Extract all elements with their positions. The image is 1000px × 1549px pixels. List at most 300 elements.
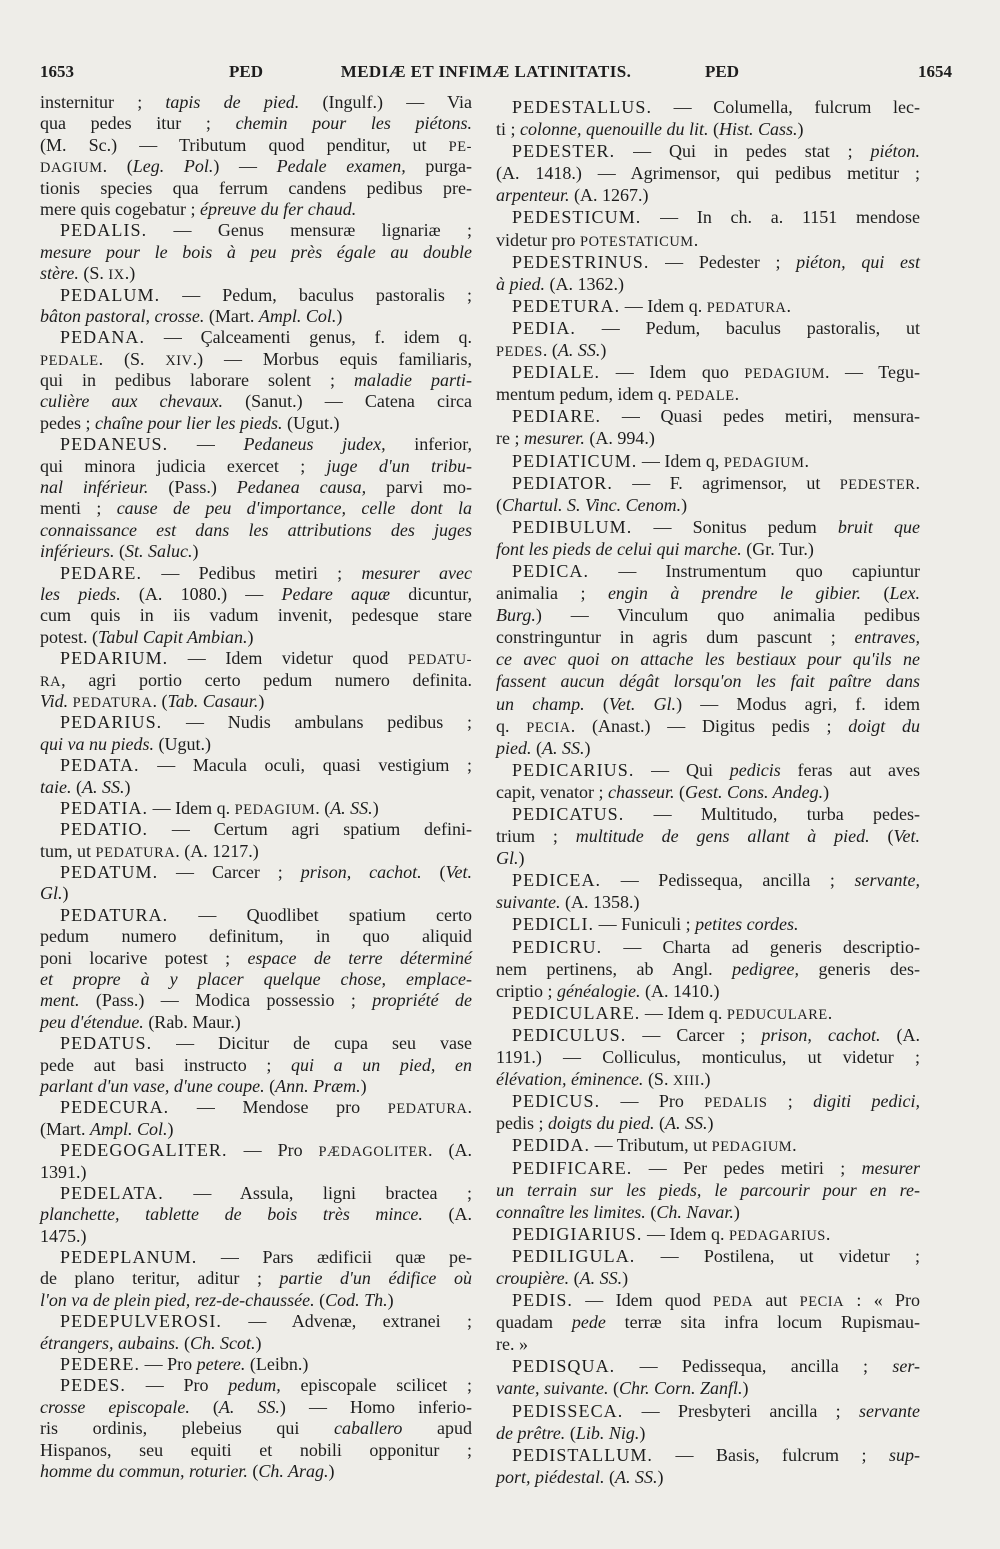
text-run: — Nudis ambulans pedibus ; — [162, 712, 472, 733]
text-run: . — [915, 472, 920, 493]
entry-line — [496, 936, 920, 958]
text-run: — Funiculi ; — [594, 914, 696, 935]
entry-line — [40, 627, 472, 648]
entry-line — [496, 140, 920, 162]
italic-text: connaissance est dans les attributions des juges — [40, 519, 472, 540]
headword: PEDETURA. — [512, 295, 621, 316]
dictionary-entry — [496, 1134, 920, 1156]
dictionary-entry — [40, 1183, 472, 1247]
text-run: ) — [823, 781, 830, 802]
italic-text: crosse episcopale. — [40, 1396, 190, 1417]
italic-text: étrangers, aubains. — [40, 1332, 180, 1353]
running-title: MEDIÆ ET INFIMÆ LATINITATIS. — [340, 62, 632, 81]
text-run: — Idem videtur quod — [168, 648, 408, 669]
italic-text: piéton. — [870, 141, 920, 162]
entry-line — [40, 798, 472, 819]
headword: PEDELATA. — [60, 1182, 164, 1203]
entry-line — [496, 339, 920, 361]
italic-text: servante — [859, 1400, 920, 1421]
small-caps-text: RA — [40, 673, 62, 690]
text-run: . — [786, 295, 791, 316]
small-caps-text: PEDES — [496, 344, 543, 361]
text-run: ) — [600, 340, 607, 361]
headword: PEDISQUA. — [512, 1356, 616, 1377]
italic-text: digiti pedici, — [813, 1091, 920, 1112]
headword: PEDICLI. — [512, 914, 595, 935]
headword: PEDICARIUS. — [512, 759, 635, 780]
text-run: ) — [742, 1378, 749, 1399]
headword: PEDANA. — [60, 327, 146, 348]
text-run: mentum pedum, idem q. — [496, 384, 676, 405]
italic-text: piéton, qui est — [796, 251, 920, 272]
entry-line — [40, 349, 472, 370]
entry-line — [40, 92, 472, 113]
italic-text: Vet. — [893, 826, 921, 847]
italic-text: qui a un pied, en — [291, 1054, 472, 1075]
italic-text: arpenteur. — [496, 185, 570, 206]
entry-line — [496, 184, 920, 206]
entry-line — [40, 948, 472, 969]
dictionary-entry — [496, 560, 920, 759]
entry-line — [496, 648, 920, 670]
italic-text: Ampl. Col. — [89, 1118, 168, 1139]
entry-line — [40, 434, 472, 455]
entry-line — [40, 413, 472, 434]
text-run: ) — [622, 1267, 629, 1288]
dictionary-entry — [496, 1024, 920, 1090]
dictionary-entry — [40, 1375, 472, 1482]
text-run: 1475.) — [40, 1225, 87, 1246]
text-run: — Instrumentum quo capiuntur — [589, 560, 920, 581]
entry-line — [40, 883, 472, 904]
text-run: (Pass.) — Modica possessio ; — [79, 990, 373, 1011]
entry-line — [496, 626, 920, 648]
italic-text: connaître les limites. — [496, 1201, 646, 1222]
italic-text: et propre à y placer quelque chose, emplace- — [40, 969, 472, 990]
italic-text: généalogie. — [557, 980, 641, 1001]
text-run: generis des- — [798, 958, 921, 979]
small-caps-text: PEDAGIUM — [723, 454, 805, 471]
entry-line — [40, 199, 472, 220]
small-caps-text: PEDATURA — [95, 844, 176, 861]
entry-line — [40, 1226, 472, 1247]
italic-text: mesurer. — [523, 428, 585, 449]
entry-line — [40, 1012, 472, 1033]
dictionary-entry — [496, 1245, 920, 1289]
italic-text: doigt du — [848, 715, 920, 736]
italic-text: Ch. Navar. — [656, 1201, 734, 1222]
text-run: — F. agrimensor, ut — [612, 472, 840, 493]
text-run: ) — [681, 494, 688, 515]
dictionary-entry — [496, 251, 920, 295]
text-run: — Genus mensuræ lignariæ ; — [147, 220, 472, 241]
entry-line — [496, 1245, 920, 1267]
text-run: — Mendose pro — [169, 1097, 388, 1118]
entry-line — [40, 712, 472, 733]
italic-text: pede — [571, 1312, 606, 1333]
headword: PEDICRU. — [512, 936, 603, 957]
entry-line — [40, 306, 472, 327]
text-run: purga- — [405, 156, 472, 177]
entry-line — [40, 1461, 472, 1482]
italic-text: A. SS. — [218, 1396, 280, 1417]
dictionary-entry — [496, 1223, 920, 1245]
entry-line — [40, 285, 472, 306]
entry-line — [496, 450, 920, 472]
entry-line — [496, 737, 920, 759]
entry-line — [40, 1076, 472, 1097]
dictionary-entry — [40, 905, 472, 1033]
italic-text: chaîne pour lier les pieds. — [94, 412, 283, 433]
dictionary-entry — [496, 1090, 920, 1134]
entry-line — [496, 1024, 920, 1046]
text-run: . (Anast.) — Digitus pedis ; — [570, 715, 849, 736]
italic-text: mesurer avec — [361, 562, 473, 583]
text-run: ) — [372, 797, 379, 818]
text-run: (A. 1267.) — [569, 185, 649, 206]
text-run: ) — [336, 305, 343, 326]
text-run: capit, venator ; — [496, 781, 608, 802]
text-run: . (S. — [98, 348, 166, 369]
text-run: — Idem q. — [642, 1223, 729, 1244]
text-run: (A. 1358.) — [560, 892, 640, 913]
text-run: qua pedes itur ; — [40, 113, 236, 134]
entry-line — [40, 926, 472, 947]
italic-text: Vet. Gl. — [608, 693, 677, 714]
text-run: — Carcer ; — [158, 862, 301, 883]
text-run: quadam — [496, 1312, 572, 1333]
text-run: insternitur ; — [40, 92, 166, 112]
text-run: episcopale scilicet ; — [280, 1375, 472, 1396]
italic-text: qui va nu pieds. — [40, 733, 154, 754]
small-caps-text: PEDUCULARE — [726, 1006, 828, 1023]
headword: PEDIBULUM. — [512, 516, 633, 537]
text-run: . — [825, 1223, 831, 1244]
text-run: — — [168, 434, 244, 455]
text-run: — Pro — [600, 1091, 705, 1112]
text-run: . ( — [102, 156, 133, 177]
text-run: — Sonitus pedum — [632, 516, 838, 537]
italic-text: Tabul Capit Ambian. — [98, 626, 248, 647]
small-caps-text: XIII — [672, 1073, 701, 1090]
entry-line — [40, 584, 472, 605]
entry-line — [40, 242, 472, 263]
headword: PEDESTALLUS. — [512, 97, 653, 117]
text-run: 1191.) — Colliculus, monticulus, ut videtur ; — [496, 1047, 920, 1068]
text-run: ) — [328, 1461, 335, 1481]
text-run: ) — [258, 690, 265, 711]
italic-text: les pieds. — [40, 583, 121, 604]
italic-text: A. SS. — [82, 776, 125, 797]
entry-line — [496, 1355, 920, 1377]
text-run: — Multitudo, turba pedes- — [624, 804, 920, 824]
entry-line — [496, 1201, 920, 1223]
text-run: cum quis in iis vadum invenit, pedesque stare — [40, 605, 472, 626]
text-run: pedes ; — [40, 412, 95, 433]
text-run: — Pedum, baculus pastoralis ; — [160, 284, 472, 305]
italic-text: A. SS. — [579, 1267, 623, 1288]
entry-line — [496, 913, 920, 935]
dictionary-entry — [40, 285, 472, 328]
text-run: feras aut aves — [780, 759, 920, 780]
text-run: . (A. — [428, 1140, 472, 1161]
text-run: tum, ut — [40, 840, 96, 861]
continued-entry — [40, 92, 472, 220]
text-run: — Certum agri spatium defini- — [148, 819, 472, 840]
entry-line — [496, 980, 920, 1002]
text-run: ) — [657, 1466, 664, 1487]
italic-text: maladie parti- — [354, 370, 472, 391]
italic-text: Leg. Pol. — [132, 156, 214, 177]
italic-text: planchette, tablette de bois très mince. — [40, 1204, 423, 1225]
entry-line — [496, 405, 920, 427]
text-run: — Idem quo — [600, 362, 745, 383]
italic-text: Vid. — [40, 690, 69, 711]
text-run: ) — [124, 776, 131, 797]
small-caps-text: PEDATU- — [408, 652, 472, 669]
entry-line — [496, 1157, 920, 1179]
italic-text: stère. — [40, 263, 79, 284]
italic-text: Hist. Cass. — [718, 119, 798, 140]
text-run: ( — [565, 1422, 576, 1443]
text-run: ) — Vinculum quo animalia pedibus — [535, 605, 920, 626]
italic-text: Ch. Arag. — [258, 1461, 329, 1481]
text-run: . — [804, 450, 809, 471]
entry-line — [496, 670, 920, 692]
text-run: (Ugut.) — [282, 412, 340, 433]
text-run: — Pars ædificii quæ pe- — [197, 1247, 472, 1268]
entry-line — [496, 1311, 920, 1333]
headword: PEDIS. — [512, 1290, 573, 1311]
text-run: (S. — [78, 263, 109, 284]
italic-text: pedigree, — [732, 958, 799, 979]
text-run: qui in pedibus laborare solent ; — [40, 370, 354, 391]
text-run: ti ; — [496, 119, 521, 140]
text-run: ) — [518, 848, 525, 869]
entry-line — [496, 162, 920, 184]
text-run: — Idem q. — [620, 295, 707, 316]
dictionary-entry — [496, 936, 920, 1002]
entry-line — [40, 113, 472, 134]
entry-line — [496, 604, 920, 626]
italic-text: tapis de pied. — [165, 92, 300, 112]
italic-text: Ann. Præm. — [275, 1075, 361, 1096]
entry-line — [496, 1377, 920, 1399]
italic-text: petere. — [196, 1354, 246, 1375]
entry-line — [40, 734, 472, 755]
text-run: . ( — [542, 340, 558, 361]
entry-line — [40, 156, 472, 177]
text-run: ris ordinis, plebeius qui — [40, 1418, 335, 1439]
text-run: — Çalceamenti genus, f. idem q. — [145, 327, 472, 348]
headword: PEDIFICARE. — [512, 1157, 633, 1178]
text-run: ) — [707, 1113, 714, 1134]
headword: PEDICULARE. — [512, 1002, 641, 1023]
entry-line — [40, 327, 472, 348]
italic-text: entraves, — [854, 627, 920, 648]
text-run: ( — [569, 1267, 580, 1288]
text-run: — Columella, fulcrum lec- — [652, 97, 920, 117]
italic-text: Pedare aquæ — [281, 583, 391, 604]
entry-line — [496, 1422, 920, 1444]
small-caps-text: PEDAGIUM — [234, 801, 316, 818]
small-caps-text: IX — [108, 267, 125, 284]
italic-text: taie. — [40, 776, 72, 797]
italic-text: Gest. Cons. Andeg. — [684, 781, 824, 802]
italic-text: doigts du pied. — [548, 1113, 655, 1134]
text-run: (Ugut.) — [154, 733, 211, 754]
italic-text: A. SS. — [542, 737, 585, 758]
entry-line — [496, 958, 920, 980]
entry-line — [40, 691, 472, 712]
headword: PEDEGOGALITER. — [60, 1140, 228, 1161]
text-run: videtur pro — [496, 229, 580, 250]
entry-line — [496, 693, 920, 715]
italic-text: ment. — [40, 990, 80, 1011]
text-run: ( — [604, 1466, 615, 1487]
small-caps-text: PÆDAGOLITER — [318, 1144, 429, 1161]
entry-line — [496, 560, 920, 582]
entry-line — [496, 891, 920, 913]
text-run: 1391.) — [40, 1161, 87, 1182]
dictionary-entry — [496, 361, 920, 405]
entry-line — [496, 1223, 920, 1245]
text-run: (A. 1362.) — [545, 273, 624, 294]
text-run: ( — [71, 776, 82, 797]
entry-line — [40, 755, 472, 776]
small-caps-text: PEDATURA — [387, 1101, 468, 1118]
text-run: — Qui in pedes stat ; — [615, 141, 871, 162]
italic-text: A. SS. — [615, 1466, 658, 1487]
dictionary-entry — [496, 803, 920, 869]
entry-line — [40, 1290, 472, 1311]
dictionary-entry — [496, 759, 920, 803]
guide-word-left: PED — [229, 62, 263, 81]
italic-text: mesure pour le bois à peu près égale au double — [40, 241, 472, 262]
headword: PEDANEUS. — [60, 434, 169, 455]
headword: PEDES. — [60, 1375, 126, 1396]
text-run: ) — [797, 119, 804, 140]
headword: PEDICEA. — [512, 870, 602, 891]
text-run: ) — Homo inferio- — [279, 1396, 472, 1417]
entry-line — [40, 1204, 472, 1225]
entry-line — [40, 498, 472, 519]
headword: PEDIARE. — [512, 406, 602, 427]
text-run: Hispanos, seu equiti et nobili opponitur ; — [40, 1439, 472, 1460]
entry-line — [496, 1289, 920, 1311]
dictionary-entry — [496, 472, 920, 516]
text-run: — Pedissequa, ancilla ; — [615, 1356, 893, 1377]
text-run: . — [827, 1002, 833, 1023]
text-run: ; — [767, 1091, 814, 1112]
text-run: parvi mo- — [366, 477, 473, 498]
dictionary-entry — [496, 295, 920, 317]
entry-line — [496, 383, 920, 405]
text-run: ( — [584, 693, 609, 714]
entry-line — [496, 273, 920, 295]
dictionary-entry — [496, 317, 920, 361]
text-run: (Leibn.) — [245, 1354, 309, 1375]
text-run: — Pedissequa, ancilla ; — [601, 870, 855, 891]
dictionary-entry — [496, 913, 920, 935]
entry-line — [40, 563, 472, 584]
entry-line — [40, 862, 472, 883]
text-run: ( — [654, 1113, 665, 1134]
entry-line — [40, 1311, 472, 1332]
text-run: poni locarive potest ; — [40, 947, 248, 968]
page-number-right: 1654 — [918, 62, 952, 81]
entry-line — [496, 118, 920, 140]
italic-text: Burg. — [496, 605, 536, 626]
text-run: — Pro — [140, 1354, 197, 1375]
text-run: aut — [753, 1290, 800, 1311]
text-run: q. — [496, 715, 527, 736]
headword: PEDATURA. — [60, 904, 169, 925]
small-caps-text: PEDAGIUM — [711, 1139, 793, 1156]
headword: PEDESTER. — [512, 141, 616, 162]
italic-text: Vet. — [445, 862, 472, 883]
small-caps-text: PEDALE — [40, 352, 99, 369]
italic-text: bâton pastoral, crosse. — [40, 305, 205, 326]
entry-line — [496, 494, 920, 516]
entry-line — [40, 1440, 472, 1461]
text-run: .) — [700, 1069, 711, 1090]
dictionary-entry — [40, 1354, 472, 1375]
entry-line — [496, 516, 920, 538]
entry-line — [496, 1444, 920, 1466]
italic-text: espace de terre déterminé — [247, 947, 472, 968]
italic-text: St. Saluc. — [125, 541, 193, 562]
dictionary-entry — [496, 869, 920, 913]
text-run: ) — [639, 1422, 646, 1443]
headword: PEDESTRINUS. — [512, 251, 650, 272]
entry-line — [40, 990, 472, 1011]
italic-text: Ch. Scot. — [190, 1332, 256, 1353]
entry-line — [496, 869, 920, 891]
italic-text: A. SS. — [330, 797, 373, 818]
small-caps-text: PEDA — [713, 1294, 754, 1311]
entry-line — [496, 847, 920, 869]
entry-line — [496, 781, 920, 803]
italic-text: colonne, quenouille du lit. — [520, 119, 709, 140]
text-run: (A. — [880, 1024, 920, 1045]
text-run: — Pedibus metiri ; — [142, 562, 362, 583]
dictionary-entry — [496, 450, 920, 472]
text-run: — Pro — [126, 1375, 229, 1396]
text-run: ) — [387, 1289, 394, 1310]
text-run: tionis species qua ferrum candens pedibus pre- — [40, 177, 472, 198]
italic-text: pedum, — [228, 1375, 281, 1396]
entry-line — [496, 538, 920, 560]
entry-line — [40, 456, 472, 477]
text-run: ( — [869, 826, 894, 847]
text-run: — Macula oculi, quasi vestigium ; — [139, 755, 472, 776]
text-run: — Advenæ, extranei ; — [221, 1311, 472, 1332]
headword: PEDIDA. — [512, 1135, 591, 1156]
italic-text: A. SS. — [665, 1113, 708, 1134]
italic-text: ser- — [892, 1356, 920, 1377]
headword: PEDIALE. — [512, 362, 601, 383]
text-run: ( — [247, 1461, 259, 1481]
dictionary-entry — [496, 516, 920, 560]
entry-line — [496, 1112, 920, 1134]
headword: PEDARIUM. — [60, 648, 169, 669]
text-run: ) — [167, 1118, 174, 1139]
text-run: . — [693, 229, 699, 250]
text-run: (Gr. Tur.) — [741, 538, 814, 559]
small-caps-text: XIV — [165, 352, 193, 369]
text-run: — Qui — [634, 759, 730, 780]
